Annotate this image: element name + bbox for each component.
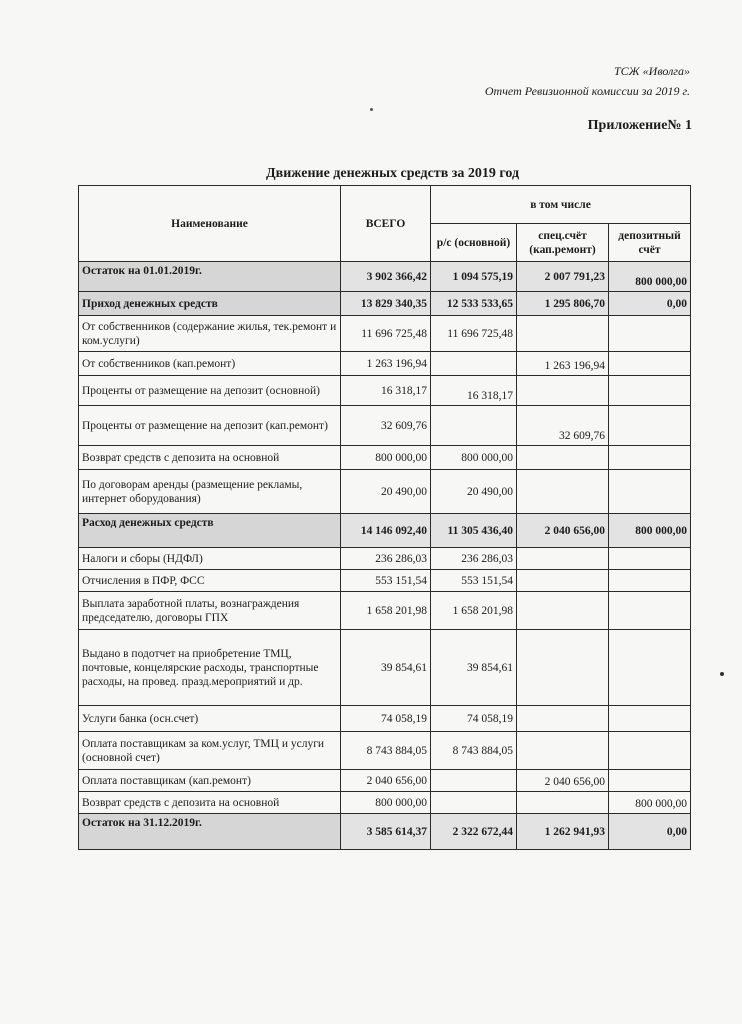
row-name: Остаток на 01.01.2019г. <box>79 262 341 292</box>
cell-special: 32 609,76 <box>517 406 609 446</box>
row-name: Отчисления в ПФР, ФСС <box>79 570 341 592</box>
table-row <box>79 570 691 592</box>
cell-special <box>517 376 609 406</box>
row-name: Остаток на 31.12.2019г. <box>79 814 341 850</box>
cell-deposit: 800 000,00 <box>609 792 691 814</box>
cell-main: 20 490,00 <box>431 470 517 514</box>
cell-main: 2 322 672,44 <box>431 814 517 850</box>
cell-deposit <box>609 548 691 570</box>
column-header-group: в том числе <box>431 186 691 224</box>
cell-special: 1 263 196,94 <box>517 352 609 376</box>
column-header-special: спец.счёт (кап.ремонт) <box>517 224 609 262</box>
column-header-total: ВСЕГО <box>341 186 431 262</box>
cell-total: 39 854,61 <box>341 630 431 706</box>
cell-special: 2 040 656,00 <box>517 770 609 792</box>
cell-main: 74 058,19 <box>431 706 517 732</box>
cash-flow-table <box>78 185 691 850</box>
cell-special <box>517 630 609 706</box>
row-name: Оплата поставщикам (кап.ремонт) <box>79 770 341 792</box>
cell-special: 2 040 656,00 <box>517 514 609 548</box>
row-name: Налоги и сборы (НДФЛ) <box>79 548 341 570</box>
table-row-closing-balance <box>79 814 691 850</box>
column-header-deposit: депозитный счёт <box>609 224 691 262</box>
row-name: Услуги банка (осн.счет) <box>79 706 341 732</box>
table-row <box>79 592 691 630</box>
cell-deposit: 0,00 <box>609 814 691 850</box>
table-row <box>79 548 691 570</box>
cell-main: 16 318,17 <box>431 376 517 406</box>
cell-deposit <box>609 446 691 470</box>
cell-deposit <box>609 352 691 376</box>
cell-special <box>517 316 609 352</box>
cell-deposit <box>609 770 691 792</box>
cell-deposit <box>609 376 691 406</box>
cell-main: 800 000,00 <box>431 446 517 470</box>
cell-total: 11 696 725,48 <box>341 316 431 352</box>
row-name: От собственников (кап.ремонт) <box>79 352 341 376</box>
column-header-main: р/с (основной) <box>431 224 517 262</box>
cell-deposit <box>609 316 691 352</box>
row-name: Выдано в подотчет на приобретение ТМЦ, почтовые, концелярские расходы, транспортные расходы, на провед. празд.мероприятий и др. <box>79 630 341 706</box>
row-name: Проценты от размещение на депозит (основной) <box>79 376 341 406</box>
cell-main <box>431 406 517 446</box>
scan-speck <box>720 672 724 676</box>
table-row <box>79 316 691 352</box>
table-row <box>79 376 691 406</box>
row-name: Возврат средств с депозита на основной <box>79 446 341 470</box>
table-row <box>79 630 691 706</box>
cell-deposit: 800 000,00 <box>609 514 691 548</box>
cell-deposit <box>609 570 691 592</box>
cell-special <box>517 570 609 592</box>
row-name: Оплата поставщикам за ком.услуг, ТМЦ и услуги (основной счет) <box>79 732 341 770</box>
row-name: От собственников (содержание жилья, тек.ремонт и ком.услуги) <box>79 316 341 352</box>
report-title: Отчет Ревизионной комиссии за 2019 г. <box>484 84 690 98</box>
cell-total: 1 263 196,94 <box>341 352 431 376</box>
cell-total: 74 058,19 <box>341 706 431 732</box>
cell-main: 12 533 533,65 <box>431 292 517 316</box>
row-name: Приход денежных средств <box>79 292 341 316</box>
cell-deposit <box>609 592 691 630</box>
table-row <box>79 406 691 446</box>
cell-total: 16 318,17 <box>341 376 431 406</box>
cell-special: 1 262 941,93 <box>517 814 609 850</box>
table-row <box>79 446 691 470</box>
cell-deposit <box>609 470 691 514</box>
cell-main: 1 658 201,98 <box>431 592 517 630</box>
cell-total: 553 151,54 <box>341 570 431 592</box>
cell-total: 13 829 340,35 <box>341 292 431 316</box>
cell-main: 1 094 575,19 <box>431 262 517 292</box>
cell-deposit <box>609 732 691 770</box>
cell-total: 20 490,00 <box>341 470 431 514</box>
cell-main: 11 305 436,40 <box>431 514 517 548</box>
cell-special <box>517 446 609 470</box>
cell-special <box>517 548 609 570</box>
table-row <box>79 792 691 814</box>
table-row <box>79 352 691 376</box>
cell-deposit: 800 000,00 <box>609 262 691 292</box>
cell-total: 32 609,76 <box>341 406 431 446</box>
cell-special: 2 007 791,23 <box>517 262 609 292</box>
row-name: Проценты от размещение на депозит (кап.ремонт) <box>79 406 341 446</box>
cell-total: 2 040 656,00 <box>341 770 431 792</box>
row-name: Выплата заработной платы, вознаграждения председателю, договоры ГПХ <box>79 592 341 630</box>
cell-main <box>431 352 517 376</box>
cell-deposit <box>609 706 691 732</box>
table-row <box>79 470 691 514</box>
appendix-label: Приложение№ 1 <box>587 118 692 133</box>
cell-main: 236 286,03 <box>431 548 517 570</box>
cell-deposit: 0,00 <box>609 292 691 316</box>
cell-total: 1 658 201,98 <box>341 592 431 630</box>
table-row-opening-balance <box>79 262 691 292</box>
cell-total: 3 902 366,42 <box>341 262 431 292</box>
cell-special <box>517 706 609 732</box>
table-row <box>79 770 691 792</box>
cell-deposit <box>609 406 691 446</box>
cell-total: 800 000,00 <box>341 792 431 814</box>
table-row-income <box>79 292 691 316</box>
row-name: Возврат средств с депозита на основной <box>79 792 341 814</box>
cell-main: 39 854,61 <box>431 630 517 706</box>
cell-main: 11 696 725,48 <box>431 316 517 352</box>
cell-total: 236 286,03 <box>341 548 431 570</box>
cell-deposit <box>609 630 691 706</box>
cell-total: 14 146 092,40 <box>341 514 431 548</box>
row-name: Расход денежных средств <box>79 514 341 548</box>
cell-main: 8 743 884,05 <box>431 732 517 770</box>
table-row <box>79 706 691 732</box>
cell-total: 800 000,00 <box>341 446 431 470</box>
organization-name: ТСЖ «Иволга» <box>613 64 690 78</box>
table-row <box>79 732 691 770</box>
cell-special: 1 295 806,70 <box>517 292 609 316</box>
cell-special <box>517 792 609 814</box>
scan-speck <box>370 108 373 111</box>
cell-total: 3 585 614,37 <box>341 814 431 850</box>
cell-main <box>431 792 517 814</box>
cell-special <box>517 592 609 630</box>
cell-special <box>517 470 609 514</box>
table-row-expense <box>79 514 691 548</box>
row-name: По договорам аренды (размещение рекламы, интернет оборудования) <box>79 470 341 514</box>
page-title: Движение денежных средств за 2019 год <box>266 166 520 181</box>
cell-main: 553 151,54 <box>431 570 517 592</box>
cell-total: 8 743 884,05 <box>341 732 431 770</box>
cell-main <box>431 770 517 792</box>
column-header-name: Наименование <box>79 186 341 262</box>
cell-special <box>517 732 609 770</box>
